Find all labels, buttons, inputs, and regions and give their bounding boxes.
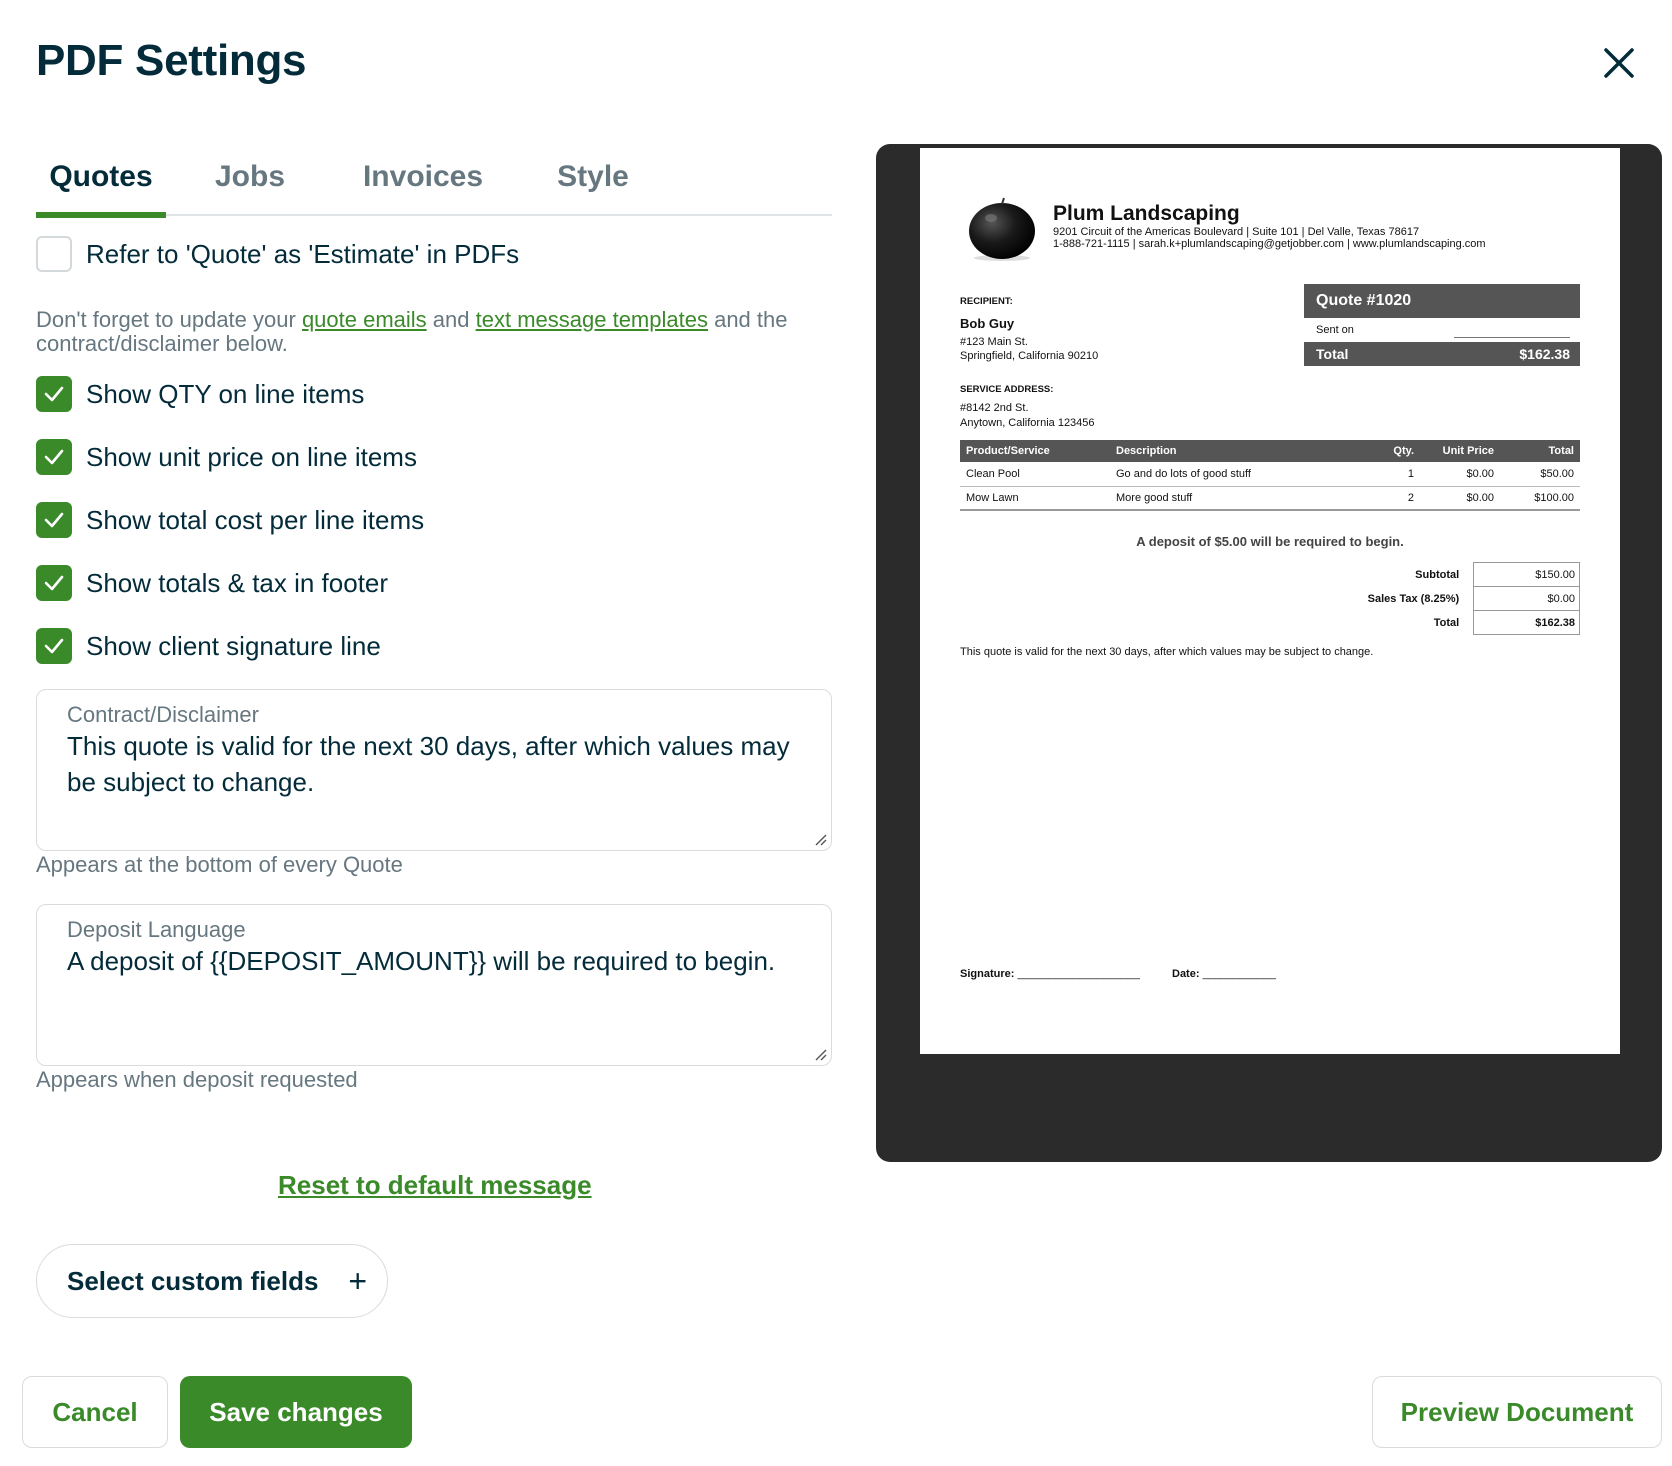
quote-emails-link[interactable]: quote emails — [301, 307, 427, 332]
checkmark-icon — [42, 382, 66, 406]
table-cell: Go and do lots of good stuff — [1110, 462, 1370, 486]
service-address-line1: #8142 2nd St. — [960, 402, 1029, 414]
show-totals-tax-checkbox[interactable] — [36, 565, 72, 601]
signature-label: Signature: — [960, 968, 1015, 980]
estimate-checkbox-row[interactable] — [36, 236, 519, 272]
date-label: Date: — [1172, 968, 1200, 980]
select-custom-fields-label: Select custom fields — [67, 1265, 319, 1296]
show-qty-label: Show QTY on line items — [86, 378, 365, 409]
deposit-notice: A deposit of $5.00 will be required to begin. — [1136, 534, 1404, 549]
company-address: 9201 Circuit of the Americas Boulevard | Suite 101 | Del Valle, Texas 78617 — [1053, 226, 1420, 238]
page-title: PDF Settings — [36, 36, 307, 85]
resize-handle-icon[interactable] — [811, 830, 827, 846]
update-hint — [36, 308, 836, 356]
show-qty-checkbox[interactable] — [36, 376, 72, 412]
line-items-table — [960, 440, 1580, 511]
show-unit-price-checkbox[interactable] — [36, 439, 72, 475]
show-total-cost-checkbox[interactable] — [36, 502, 72, 538]
table-row — [960, 486, 1580, 510]
grand-total-label: Total — [1433, 616, 1460, 629]
tab-quotes[interactable]: Quotes — [36, 160, 166, 216]
show-unit-price-label: Show unit price on line items — [86, 441, 417, 472]
plum-logo-icon — [966, 196, 1038, 262]
company-contact: 1-888-721-1115 | sarah.k+plumlandscaping@getjobber.com | www.plumlandscaping.com — [1053, 238, 1486, 250]
pdf-page — [920, 148, 1620, 1054]
show-qty-row[interactable] — [36, 376, 364, 412]
show-totals-tax-label: Show totals & tax in footer — [86, 567, 389, 598]
close-icon[interactable] — [1600, 44, 1638, 82]
table-cell: Clean Pool — [960, 462, 1110, 486]
pdf-preview-pane — [876, 144, 1662, 1162]
save-button[interactable]: Save changes — [180, 1376, 412, 1448]
cancel-button[interactable]: Cancel — [22, 1376, 168, 1448]
service-address-line2: Anytown, California 123456 — [960, 417, 1095, 429]
table-header: Total — [1500, 440, 1580, 462]
recipient-label: RECIPIENT: — [960, 296, 1013, 307]
hint-text: and the contract/disclaimer below. — [36, 307, 788, 356]
totals-table — [1304, 562, 1580, 635]
checkmark-icon — [42, 571, 66, 595]
tab-jobs[interactable]: Jobs — [214, 160, 286, 193]
show-total-cost-row[interactable] — [36, 502, 424, 538]
contract-disclaimer-label: Contract/Disclaimer — [67, 702, 259, 727]
plus-icon: + — [348, 1262, 368, 1299]
table-cell: $0.00 — [1420, 486, 1500, 510]
subtotal-value: $150.00 — [1474, 563, 1580, 587]
checkmark-icon — [42, 445, 66, 469]
grand-total-value: $162.38 — [1474, 611, 1580, 635]
table-cell: 2 — [1370, 486, 1420, 510]
deposit-language-value[interactable]: A deposit of {{DEPOSIT_AMOUNT}} will be required to begin. — [67, 946, 776, 976]
hint-text: Don't forget to update your — [36, 307, 302, 332]
table-cell: $100.00 — [1500, 486, 1580, 510]
tax-value: $0.00 — [1474, 587, 1580, 611]
table-cell: Mow Lawn — [960, 486, 1110, 510]
recipient-address-line1: #123 Main St. — [960, 336, 1028, 348]
table-header: Unit Price — [1420, 440, 1500, 462]
quote-summary-box — [1304, 284, 1580, 366]
signature-field — [960, 968, 1140, 980]
subtotal-label: Subtotal — [1415, 568, 1460, 581]
show-signature-checkbox[interactable] — [36, 628, 72, 664]
tab-bar — [36, 150, 832, 216]
deposit-helper-text: Appears when deposit requested — [36, 1067, 358, 1092]
date-line: ____________ — [1202, 968, 1276, 980]
tab-invoices[interactable]: Invoices — [362, 160, 484, 193]
show-totals-tax-row[interactable] — [36, 565, 388, 601]
table-row — [960, 462, 1580, 486]
contract-disclaimer-value[interactable]: This quote is valid for the next 30 days, after which values may be subject to change. — [67, 731, 790, 797]
validity-text: This quote is valid for the next 30 days, after which values may be subject to change. — [960, 646, 1374, 658]
table-cell: $50.00 — [1500, 462, 1580, 486]
quote-total-label: Total — [1316, 346, 1349, 362]
tax-label: Sales Tax (8.25%) — [1367, 592, 1460, 605]
deposit-language-label: Deposit Language — [67, 917, 246, 942]
deposit-language-field[interactable] — [36, 904, 832, 1066]
show-signature-row[interactable] — [36, 628, 381, 664]
select-custom-fields-button[interactable] — [36, 1244, 388, 1318]
table-header: Qty. — [1370, 440, 1420, 462]
signature-line: ____________________ — [1017, 968, 1140, 980]
quote-number: Quote #1020 — [1304, 284, 1580, 318]
quote-total-value: $162.38 — [1519, 346, 1570, 362]
show-unit-price-row[interactable] — [36, 439, 417, 475]
text-message-templates-link[interactable]: text message templates — [475, 307, 708, 332]
tab-style[interactable]: Style — [557, 160, 629, 193]
grand-total-row — [1304, 611, 1580, 635]
checkmark-icon — [42, 508, 66, 532]
table-header: Product/Service — [960, 440, 1110, 462]
date-field — [1172, 968, 1276, 980]
checkmark-icon — [42, 634, 66, 658]
resize-handle-icon[interactable] — [811, 1045, 827, 1061]
table-cell: 1 — [1370, 462, 1420, 486]
show-signature-label: Show client signature line — [86, 630, 381, 661]
table-header: Description — [1110, 440, 1370, 462]
tax-row — [1304, 587, 1580, 611]
service-address-label: SERVICE ADDRESS: — [960, 384, 1054, 395]
table-cell: More good stuff — [1110, 486, 1370, 510]
sent-on-label: Sent on — [1304, 318, 1580, 342]
show-total-cost-label: Show total cost per line items — [86, 504, 425, 535]
quote-total-row — [1304, 342, 1580, 366]
recipient-address-line2: Springfield, California 90210 — [960, 350, 1099, 362]
reset-default-link[interactable]: Reset to default message — [278, 1170, 592, 1200]
table-cell: $0.00 — [1420, 462, 1500, 486]
subtotal-row — [1304, 563, 1580, 587]
preview-document-button[interactable]: Preview Document — [1372, 1376, 1662, 1448]
hint-text: and — [426, 307, 476, 332]
recipient-name: Bob Guy — [960, 316, 1015, 331]
contract-disclaimer-field[interactable] — [36, 689, 832, 851]
estimate-checkbox-label: Refer to 'Quote' as 'Estimate' in PDFs — [86, 238, 520, 269]
company-name: Plum Landscaping — [1053, 202, 1240, 225]
estimate-checkbox[interactable] — [36, 236, 72, 272]
contract-helper-text: Appears at the bottom of every Quote — [36, 852, 403, 877]
